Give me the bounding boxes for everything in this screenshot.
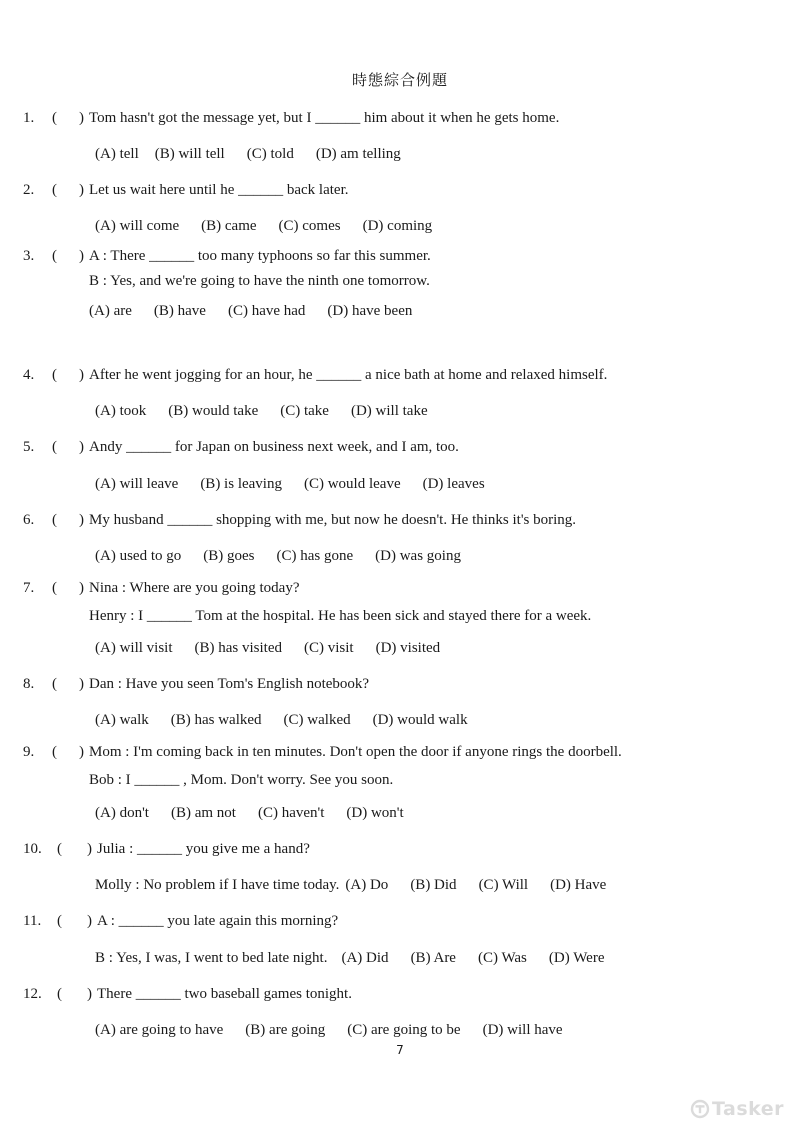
answer-paren-open: (: [52, 182, 57, 198]
tasker-watermark: [690, 1098, 784, 1120]
options-row: [95, 804, 404, 822]
options-row: [95, 639, 440, 657]
options-row: [95, 949, 604, 967]
option-a: (A) took: [95, 403, 147, 419]
option-d: (D) would walk: [372, 712, 468, 728]
option-b: (B) is leaving: [200, 476, 282, 492]
option-c: (C) haven't: [257, 805, 325, 821]
question-number: 11.: [23, 913, 42, 929]
option-a: (A) are going to have: [95, 1022, 224, 1038]
answer-paren-open: (: [57, 986, 62, 1002]
option-a: (A) walk: [95, 712, 149, 728]
option-a: (A) Did: [341, 950, 389, 966]
answer-paren-close: ): [79, 580, 84, 596]
options-row: [95, 547, 461, 565]
question-text: Tom hasn't got the message yet, but I ______ him about it when he gets home.: [89, 110, 560, 126]
answer-paren-open: (: [52, 367, 57, 383]
question-number: 4.: [23, 367, 35, 383]
option-a: (A) are: [89, 303, 132, 319]
option-c: (C) visit: [304, 640, 354, 656]
page-title: 時態綜合例題: [351, 71, 448, 89]
option-d: (D) visited: [375, 640, 441, 656]
options-row: [95, 876, 606, 894]
option-c: (C) have had: [227, 303, 306, 319]
answer-paren-open: (: [52, 744, 57, 760]
answer-paren-close: ): [79, 248, 84, 264]
answer-paren-close: ): [79, 110, 84, 126]
question-number: 3.: [23, 248, 35, 264]
answer-paren-close: ): [79, 676, 84, 692]
question-number: 10.: [23, 841, 42, 857]
watermark-text: Tasker: [712, 1098, 785, 1120]
question-text: After he went jogging for an hour, he ______ a nice bath at home and relaxed himself.: [89, 367, 608, 383]
option-c: (C) take: [280, 403, 329, 419]
option-a: (A) will visit: [95, 640, 173, 656]
option-a: (A) don't: [95, 805, 149, 821]
question-text: A : ______ you late again this morning?: [97, 913, 339, 929]
answer-paren-close: ): [87, 841, 92, 857]
question-text: Dan : Have you seen Tom's English notebook?: [89, 676, 370, 692]
question-text: Andy ______ for Japan on business next week, and I am, too.: [89, 439, 459, 455]
answer-paren-open: (: [52, 110, 57, 126]
question-text: A : There ______ too many typhoons so far this summer.: [89, 248, 431, 264]
option-d: (D) coming: [362, 218, 433, 234]
option-d: (D) won't: [346, 805, 404, 821]
answer-paren-close: ): [87, 986, 92, 1002]
question-text: Mom : I'm coming back in ten minutes. Don't open the door if anyone rings the doorbell.: [89, 744, 622, 760]
option-c: (C) Will: [478, 877, 529, 893]
options-prefix-text: Molly : No problem if I have time today.: [95, 877, 340, 893]
options-row: [95, 1021, 563, 1039]
option-b: (B) would take: [168, 403, 259, 419]
option-d: (D) have been: [327, 303, 413, 319]
answer-paren-close: ): [79, 182, 84, 198]
question-number: 1.: [23, 110, 35, 126]
question-number: 9.: [23, 744, 35, 760]
option-d: (D) am telling: [315, 146, 401, 162]
question-number: 8.: [23, 676, 35, 692]
option-b: (B) am not: [170, 805, 236, 821]
option-b: (B) goes: [203, 548, 255, 564]
question-number: 7.: [23, 580, 35, 596]
answer-paren-open: (: [52, 512, 57, 528]
option-a: (A) tell: [95, 146, 139, 162]
option-b: (B) has walked: [170, 712, 262, 728]
option-a: (A) will leave: [95, 476, 179, 492]
option-d: (D) was going: [375, 548, 461, 564]
answer-paren-open: (: [52, 439, 57, 455]
options-row: [95, 475, 485, 493]
question-number: 12.: [23, 986, 42, 1002]
question-text: There ______ two baseball games tonight.: [97, 986, 352, 1002]
answer-paren-open: (: [57, 913, 62, 929]
question-text: Nina : Where are you going today?: [89, 580, 300, 596]
option-d: (D) will take: [350, 403, 428, 419]
option-c: (C) walked: [283, 712, 351, 728]
question-text: Julia : ______ you give me a hand?: [97, 841, 310, 857]
page-number: 7: [396, 1043, 404, 1057]
answer-paren-close: ): [79, 512, 84, 528]
tasker-logo-icon: [690, 1099, 710, 1119]
option-b: (B) are going: [245, 1022, 326, 1038]
option-d: (D) will have: [482, 1022, 563, 1038]
answer-paren-open: (: [57, 841, 62, 857]
answer-paren-close: ): [79, 367, 84, 383]
answer-paren-close: ): [87, 913, 92, 929]
option-b: (B) will tell: [154, 146, 225, 162]
options-row: [89, 302, 412, 320]
option-c: (C) has gone: [276, 548, 354, 564]
options-row: [95, 145, 401, 163]
options-row: [95, 402, 428, 420]
option-d: (D) Have: [550, 877, 607, 893]
question-number: 5.: [23, 439, 35, 455]
options-row: [95, 711, 468, 729]
option-c: (C) would leave: [303, 476, 401, 492]
answer-paren-open: (: [52, 676, 57, 692]
option-c: (C) Was: [477, 950, 527, 966]
option-b: (B) have: [153, 303, 206, 319]
option-b: (B) has visited: [194, 640, 282, 656]
option-a: (A) used to go: [95, 548, 182, 564]
option-c: (C) told: [246, 146, 294, 162]
option-d: (D) leaves: [422, 476, 485, 492]
answer-paren-open: (: [52, 248, 57, 264]
answer-paren-close: ): [79, 744, 84, 760]
option-b: (B) Did: [410, 877, 457, 893]
option-a: (A) Do: [345, 877, 389, 893]
question-text: Let us wait here until he ______ back later.: [89, 182, 349, 198]
option-c: (C) comes: [278, 218, 341, 234]
question-text-line-2: B : Yes, and we're going to have the ninth one tomorrow.: [89, 273, 430, 289]
answer-paren-open: (: [52, 580, 57, 596]
question-number: 2.: [23, 182, 35, 198]
option-a: (A) will come: [95, 218, 180, 234]
option-b: (B) Are: [410, 950, 456, 966]
options-row: [95, 217, 432, 235]
option-c: (C) are going to be: [347, 1022, 461, 1038]
question-text-line-2: Bob : I ______ , Mom. Don't worry. See you soon.: [89, 772, 394, 788]
question-text-line-2: Henry : I ______ Tom at the hospital. He has been sick and stayed there for a week.: [89, 608, 592, 624]
question-text: My husband ______ shopping with me, but now he doesn't. He thinks it's boring.: [89, 512, 577, 528]
answer-paren-close: ): [79, 439, 84, 455]
option-b: (B) came: [201, 218, 257, 234]
options-prefix-text: B : Yes, I was, I went to bed late night.: [95, 950, 328, 966]
option-d: (D) Were: [548, 950, 605, 966]
question-number: 6.: [23, 512, 35, 528]
